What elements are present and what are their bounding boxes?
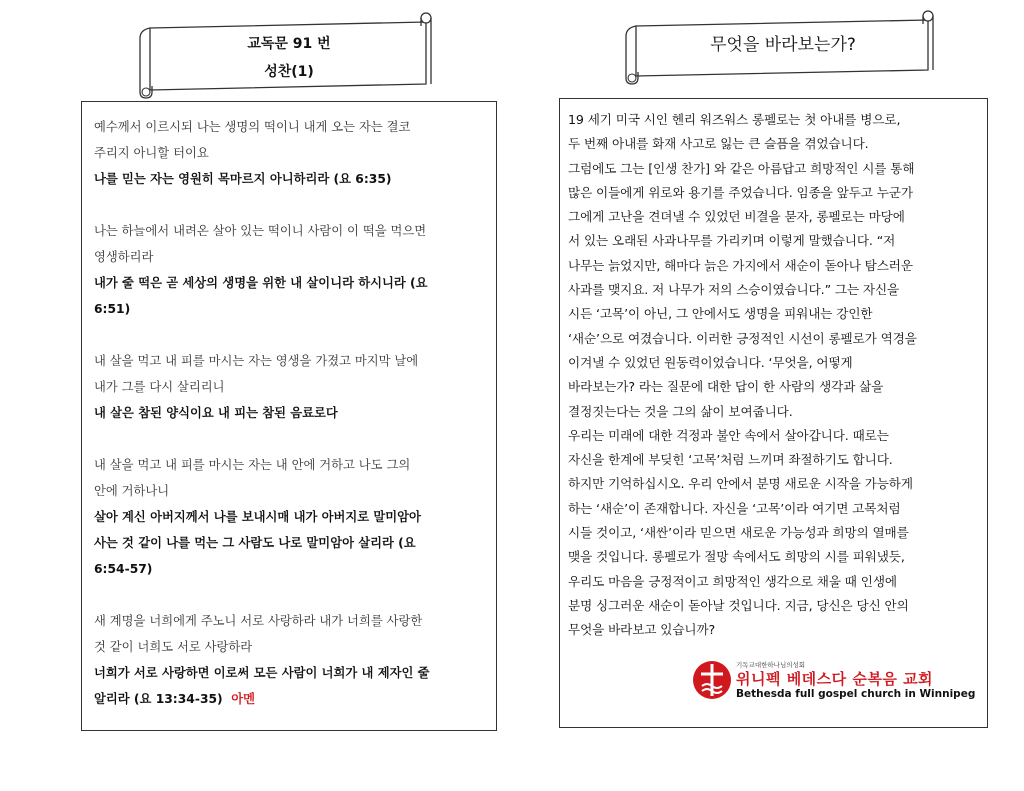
essay-line: 결정짓는다는 것을 그의 삶이 보여줍니다. [568,403,793,419]
essay-line: 나무는 늙었지만, 해마다 늙은 가지에서 새순이 돋아나 탐스러운 [568,257,913,273]
verse-line: 내 살을 먹고 내 피를 마시는 자는 영생을 가졌고 마지막 날에 [94,354,419,368]
amen-text: 아멘 [231,692,256,706]
verse-line: 안에 거하나니 [94,484,170,498]
essay-line: 무엇을 바라보고 있습니까? [568,622,716,638]
essay-line: 서 있는 오래된 사과나무를 가리키며 이렇게 말했습니다. “저 [568,233,896,249]
essay-line: 19 세기 미국 시인 헨리 워즈워스 롱펠로는 첫 아내를 병으로, [568,112,901,127]
denomination-text: 기독교대한하나님의성회 [736,661,806,669]
verse-line: 주리지 아니할 터이요 [94,146,209,160]
verse-line: 것 같이 너희도 서로 사랑하라 [94,640,253,654]
essay-line: 하지만 기억하십시오. 우리 안에서 분명 새로운 시작을 가능하게 [568,476,913,492]
essay-line: 이겨낼 수 있었던 원동력이었습니다. ‘무엇을, 어떻게 [568,354,853,370]
verse-line-response: 나를 믿는 자는 영원히 목마르지 아니하리라 (요 6:35) [94,172,392,186]
title-scroll-left [136,12,436,98]
title-scroll-right [622,10,940,84]
essay-line: 사과를 맺지요. 저 나무가 저의 스승이였습니다.” 그는 자신을 [568,282,900,298]
verse-line-response: 내가 줄 떡은 곧 세상의 생명을 위한 내 살이니라 하시니라 (요 [94,276,428,290]
verse-line: 내 살을 먹고 내 피를 마시는 자는 내 안에 거하고 나도 그의 [94,458,411,472]
verse-line: 내가 그를 다시 살리리니 [94,380,225,394]
essay-line: 바라보는가? 라는 질문에 대한 답이 한 사람의 생각과 삶을 [568,379,884,395]
responsive-reading-panel [81,101,497,731]
essay-panel [559,98,988,728]
essay-line: 맺을 것입니다. 롱펠로가 절망 속에서도 희망의 시를 피워냈듯, [568,549,905,565]
essay-line: 시든 ‘고목’이 아닌, 그 안에서도 생명을 피워내는 강인한 [568,306,873,322]
essay-line: 우리도 마음을 긍정적이고 희망적인 생각으로 채울 때 인생에 [568,573,897,589]
verse-line: 영생하리라 [94,250,154,264]
verse-line: 나는 하늘에서 내려온 살아 있는 떡이니 사람이 이 떡을 먹으면 [94,224,427,238]
verse-final-text: 알리라 (요 13:34-35) [94,692,223,706]
verse-line-response-final [94,686,486,712]
church-korean-name: 위니펙 베데스다 순복음 교회 [736,670,934,688]
essay-line: 시들 것이고, ‘새싼’이라 믿으면 새로운 가능성과 희망의 열매를 [568,525,909,541]
essay-line: 그럼에도 그는 [인생 찬가] 와 같은 아름답고 희망적인 시를 통해 [568,160,915,176]
responsive-reading-title: 성찬(1) [264,64,314,80]
essay-line: 두 번째 아내를 화재 사고로 잃는 큰 슬픔을 겪었습니다. [568,136,869,152]
responsive-reading-number: 교독문 91 번 [247,36,331,52]
verse-line-response: 6:54-57) [94,562,153,576]
verse-line-response: 6:51) [94,302,131,316]
essay-line: 자신을 한계에 부딪힌 ‘고목’처럼 느끼며 좌절하기도 합니다. [568,452,893,468]
verse-line: 예수께서 이르시되 나는 생명의 떡이니 내게 오는 자는 결코 [94,120,411,134]
essay-line: 많은 이들에게 위로와 용기를 주었습니다. 임종을 앞두고 누군가 [568,184,913,200]
essay-title: 무엇을 바라보는가? [710,35,856,55]
church-logo [692,656,982,704]
essay-line: ‘새순’으로 여겼습니다. 이러한 긍정적인 시선이 롱펠로가 역경을 [568,330,917,346]
verse-line-response: 내 살은 참된 양식이요 내 피는 참된 음료로다 [94,406,338,420]
church-english-name: Bethesda full gospel church in Winnipeg [736,688,976,700]
verse-line-response: 살아 계신 아버지께서 나를 보내시매 내가 아버지로 말미암아 [94,510,421,524]
church-emblem-icon [692,658,732,702]
verse-line-response: 너희가 서로 사랑하면 이로써 모든 사람이 너희가 내 제자인 줄 [94,666,430,680]
verse-line-response: 사는 것 같이 나를 먹는 그 사람도 나로 말미암아 살리라 (요 [94,536,416,550]
essay-line: 하는 ‘새순’이 존재합니다. 자신을 ‘고목’이라 여기면 고목처럼 [568,500,901,516]
verse-line: 새 계명을 너희에게 주노니 서로 사랑하라 내가 너희를 사랑한 [94,614,423,628]
essay-line: 분명 싱그러운 새순이 돋아날 것입니다. 지금, 당신은 당신 안의 [568,597,909,613]
essay-line: 그에게 고난을 견뎌낼 수 있었던 비결을 묻자, 롱펠로는 마당에 [568,209,905,225]
essay-line: 우리는 미래에 대한 걱정과 불안 속에서 살아갑니다. 때로는 [568,427,889,443]
